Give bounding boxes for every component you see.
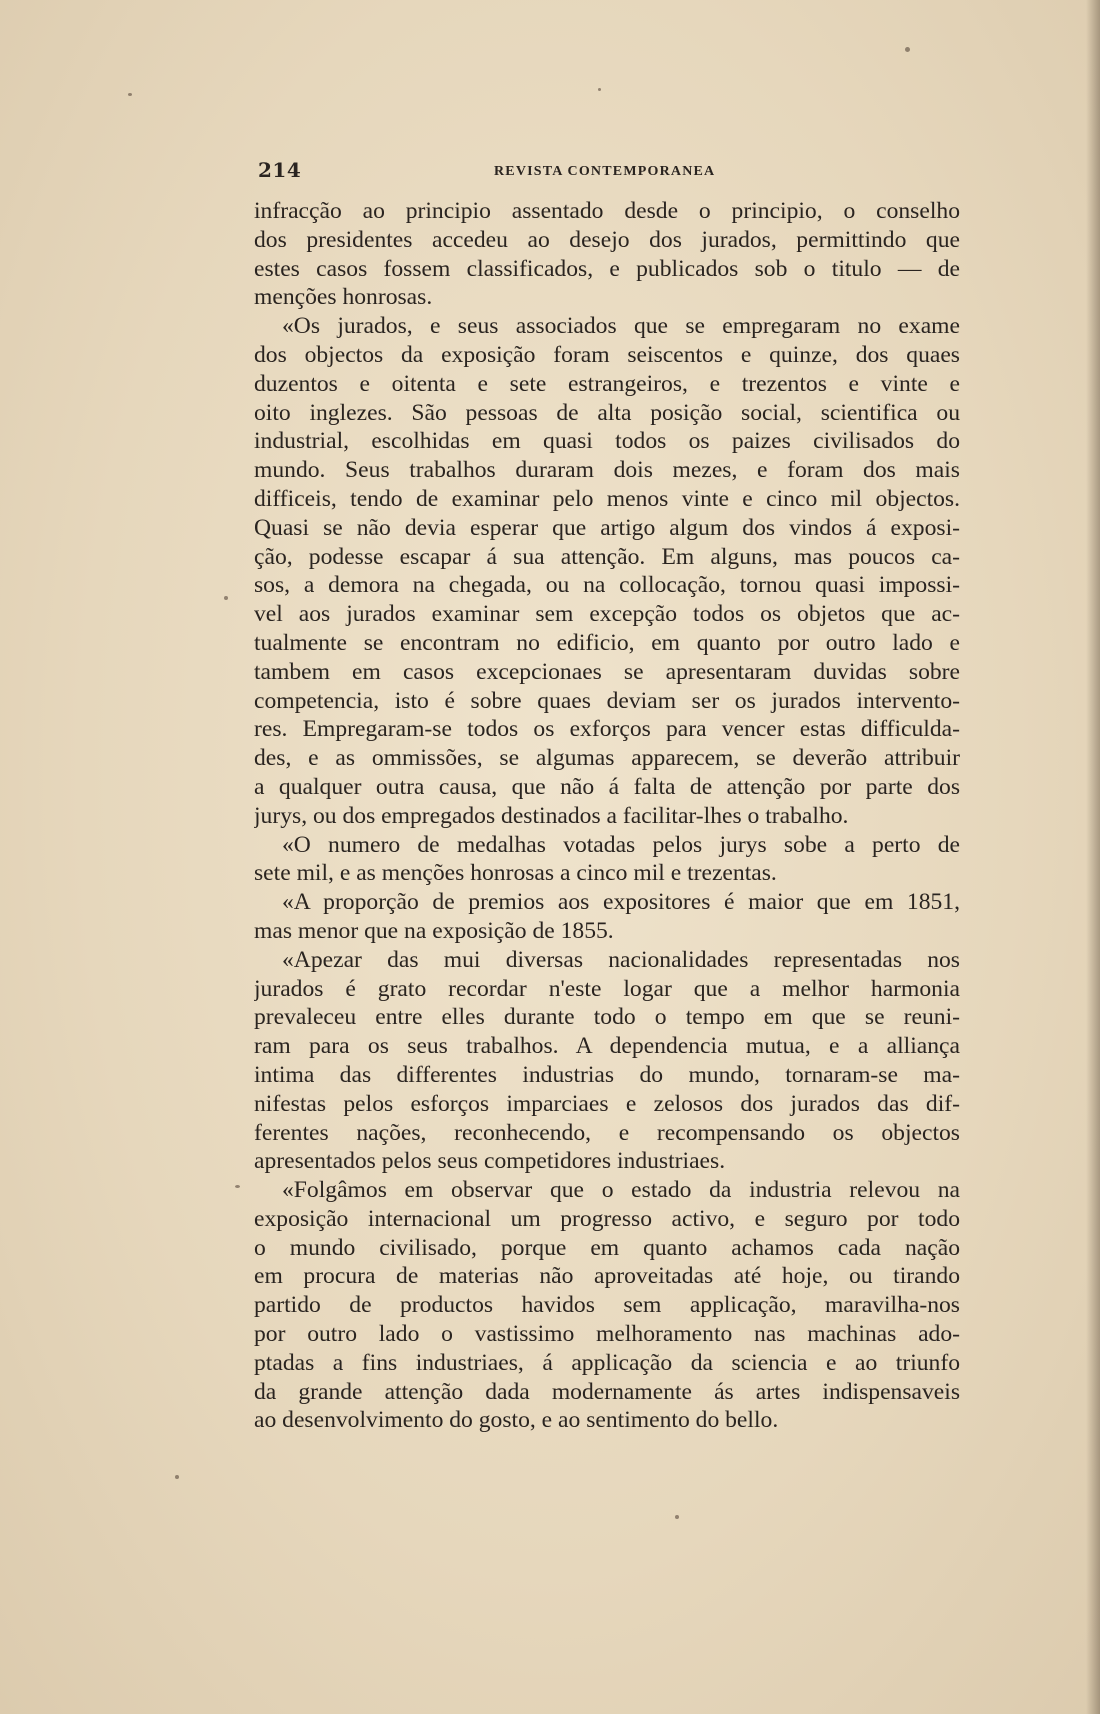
text-line: prevaleceu entre elles durante todo o tempo em que se reuni-: [254, 1004, 960, 1031]
text-line: menções honrosas.: [254, 284, 433, 311]
text-line: sos, a demora na chegada, ou na collocação, tornou quasi impossi-: [254, 572, 960, 599]
text-line: «A proporção de premios aos expositores é maior que em 1851,: [282, 889, 960, 916]
paper-speck: [598, 88, 601, 91]
text-line: em procura de materias não aproveitadas até hoje, ou tirando: [254, 1263, 960, 1290]
text-line: por outro lado o vastissimo melhoramento nas machinas ado-: [254, 1321, 960, 1348]
text-line: a qualquer outra causa, que não á falta de attenção por parte dos: [254, 773, 960, 800]
text-line: estes casos fossem classificados, e publicados sob o titulo — de: [254, 255, 960, 282]
paper-speck: [175, 1475, 179, 1479]
page-header: [258, 158, 960, 188]
text-line: exposição internacional um progresso activo, e seguro por todo: [254, 1205, 960, 1232]
text-line: «Os jurados, e seus associados que se empregaram no exame: [282, 313, 960, 340]
text-line: tambem em casos excepcionaes se apresentaram duvidas sobre: [254, 658, 960, 685]
page-number: 214: [258, 158, 302, 182]
paper-speck: [675, 1515, 679, 1519]
text-line: ção, podesse escapar á sua attenção. Em alguns, mas poucos ca-: [254, 543, 960, 570]
text-line: sete mil, e as menções honrosas a cinco mil e trezentas.: [254, 860, 777, 887]
text-line: oito inglezes. São pessoas de alta posição social, scientifica ou: [254, 399, 960, 426]
text-line: jurys, ou dos empregados destinados a facilitar-lhes o trabalho.: [254, 802, 849, 829]
text-line: competencia, isto é sobre quaes deviam ser os jurados intervento-: [254, 687, 960, 714]
text-line: jurados é grato recordar n'este logar que a melhor harmonia: [254, 975, 960, 1002]
text-line: difficeis, tendo de examinar pelo menos vinte e cinco mil objectos.: [254, 485, 960, 512]
text-line: des, e as ommissões, se algumas apparecem, se deverão attribuir: [254, 745, 960, 772]
text-line: intima das differentes industrias do mundo, tornaram-se ma-: [254, 1061, 960, 1088]
text-line: tualmente se encontram no edificio, em quanto por outro lado e: [254, 629, 960, 656]
paper-speck: [128, 93, 132, 96]
text-line: partido de productos havidos sem applicação, maravilha-nos: [254, 1292, 960, 1319]
text-line: mundo. Seus trabalhos duraram dois mezes, e foram dos mais: [254, 457, 960, 484]
text-line: ferentes nações, reconhecendo, e recompensando os objectos: [254, 1119, 960, 1146]
text-line: res. Empregaram-se todos os exforços para vencer estas difficulda-: [254, 716, 960, 743]
paper-speck: [235, 1185, 240, 1188]
paper-speck: [224, 596, 228, 600]
text-line: «Apezar das mui diversas nacionalidades representadas nos: [282, 946, 960, 973]
text-line: industrial, escolhidas em quasi todos os paizes civilisados do: [254, 428, 960, 455]
text-line: ram para os seus trabalhos. A dependencia mutua, e a alliança: [254, 1033, 960, 1060]
running-title: REVISTA CONTEMPORANEA: [494, 164, 716, 179]
text-line: duzentos e oitenta e sete estrangeiros, e trezentos e vinte e: [254, 370, 960, 397]
text-line: o mundo civilisado, porque em quanto achamos cada nação: [254, 1234, 960, 1261]
text-line: apresentados pelos seus competidores industriaes.: [254, 1148, 726, 1175]
text-line: dos objectos da exposição foram seiscentos e quinze, dos quaes: [254, 341, 960, 368]
text-line: ao desenvolvimento do gosto, e ao sentimento do bello.: [254, 1407, 779, 1434]
text-line: Quasi se não devia esperar que artigo algum dos vindos á exposi-: [254, 514, 960, 541]
text-line: dos presidentes accedeu ao desejo dos jurados, permittindo que: [254, 226, 960, 253]
text-line: vel aos jurados examinar sem excepção todos os objetos que ac-: [254, 601, 960, 628]
text-line: «O numero de medalhas votadas pelos jurys sobe a perto de: [282, 831, 960, 858]
paper-speck: [905, 47, 910, 52]
text-line: mas menor que na exposição de 1855.: [254, 917, 614, 944]
page-edge-shadow: [1086, 0, 1100, 1714]
text-line: «Folgâmos em observar que o estado da industria relevou na: [282, 1177, 960, 1204]
text-line: nifestas pelos esforços imparciaes e zelosos dos jurados das dif-: [254, 1090, 960, 1117]
text-line: infracção ao principio assentado desde o principio, o conselho: [254, 198, 960, 224]
text-line: ptadas a fins industriaes, á applicação da sciencia e ao triunfo: [254, 1349, 960, 1376]
text-line: da grande attenção dada modernamente ás artes indispensaveis: [254, 1378, 960, 1405]
body-text: [254, 197, 960, 1435]
